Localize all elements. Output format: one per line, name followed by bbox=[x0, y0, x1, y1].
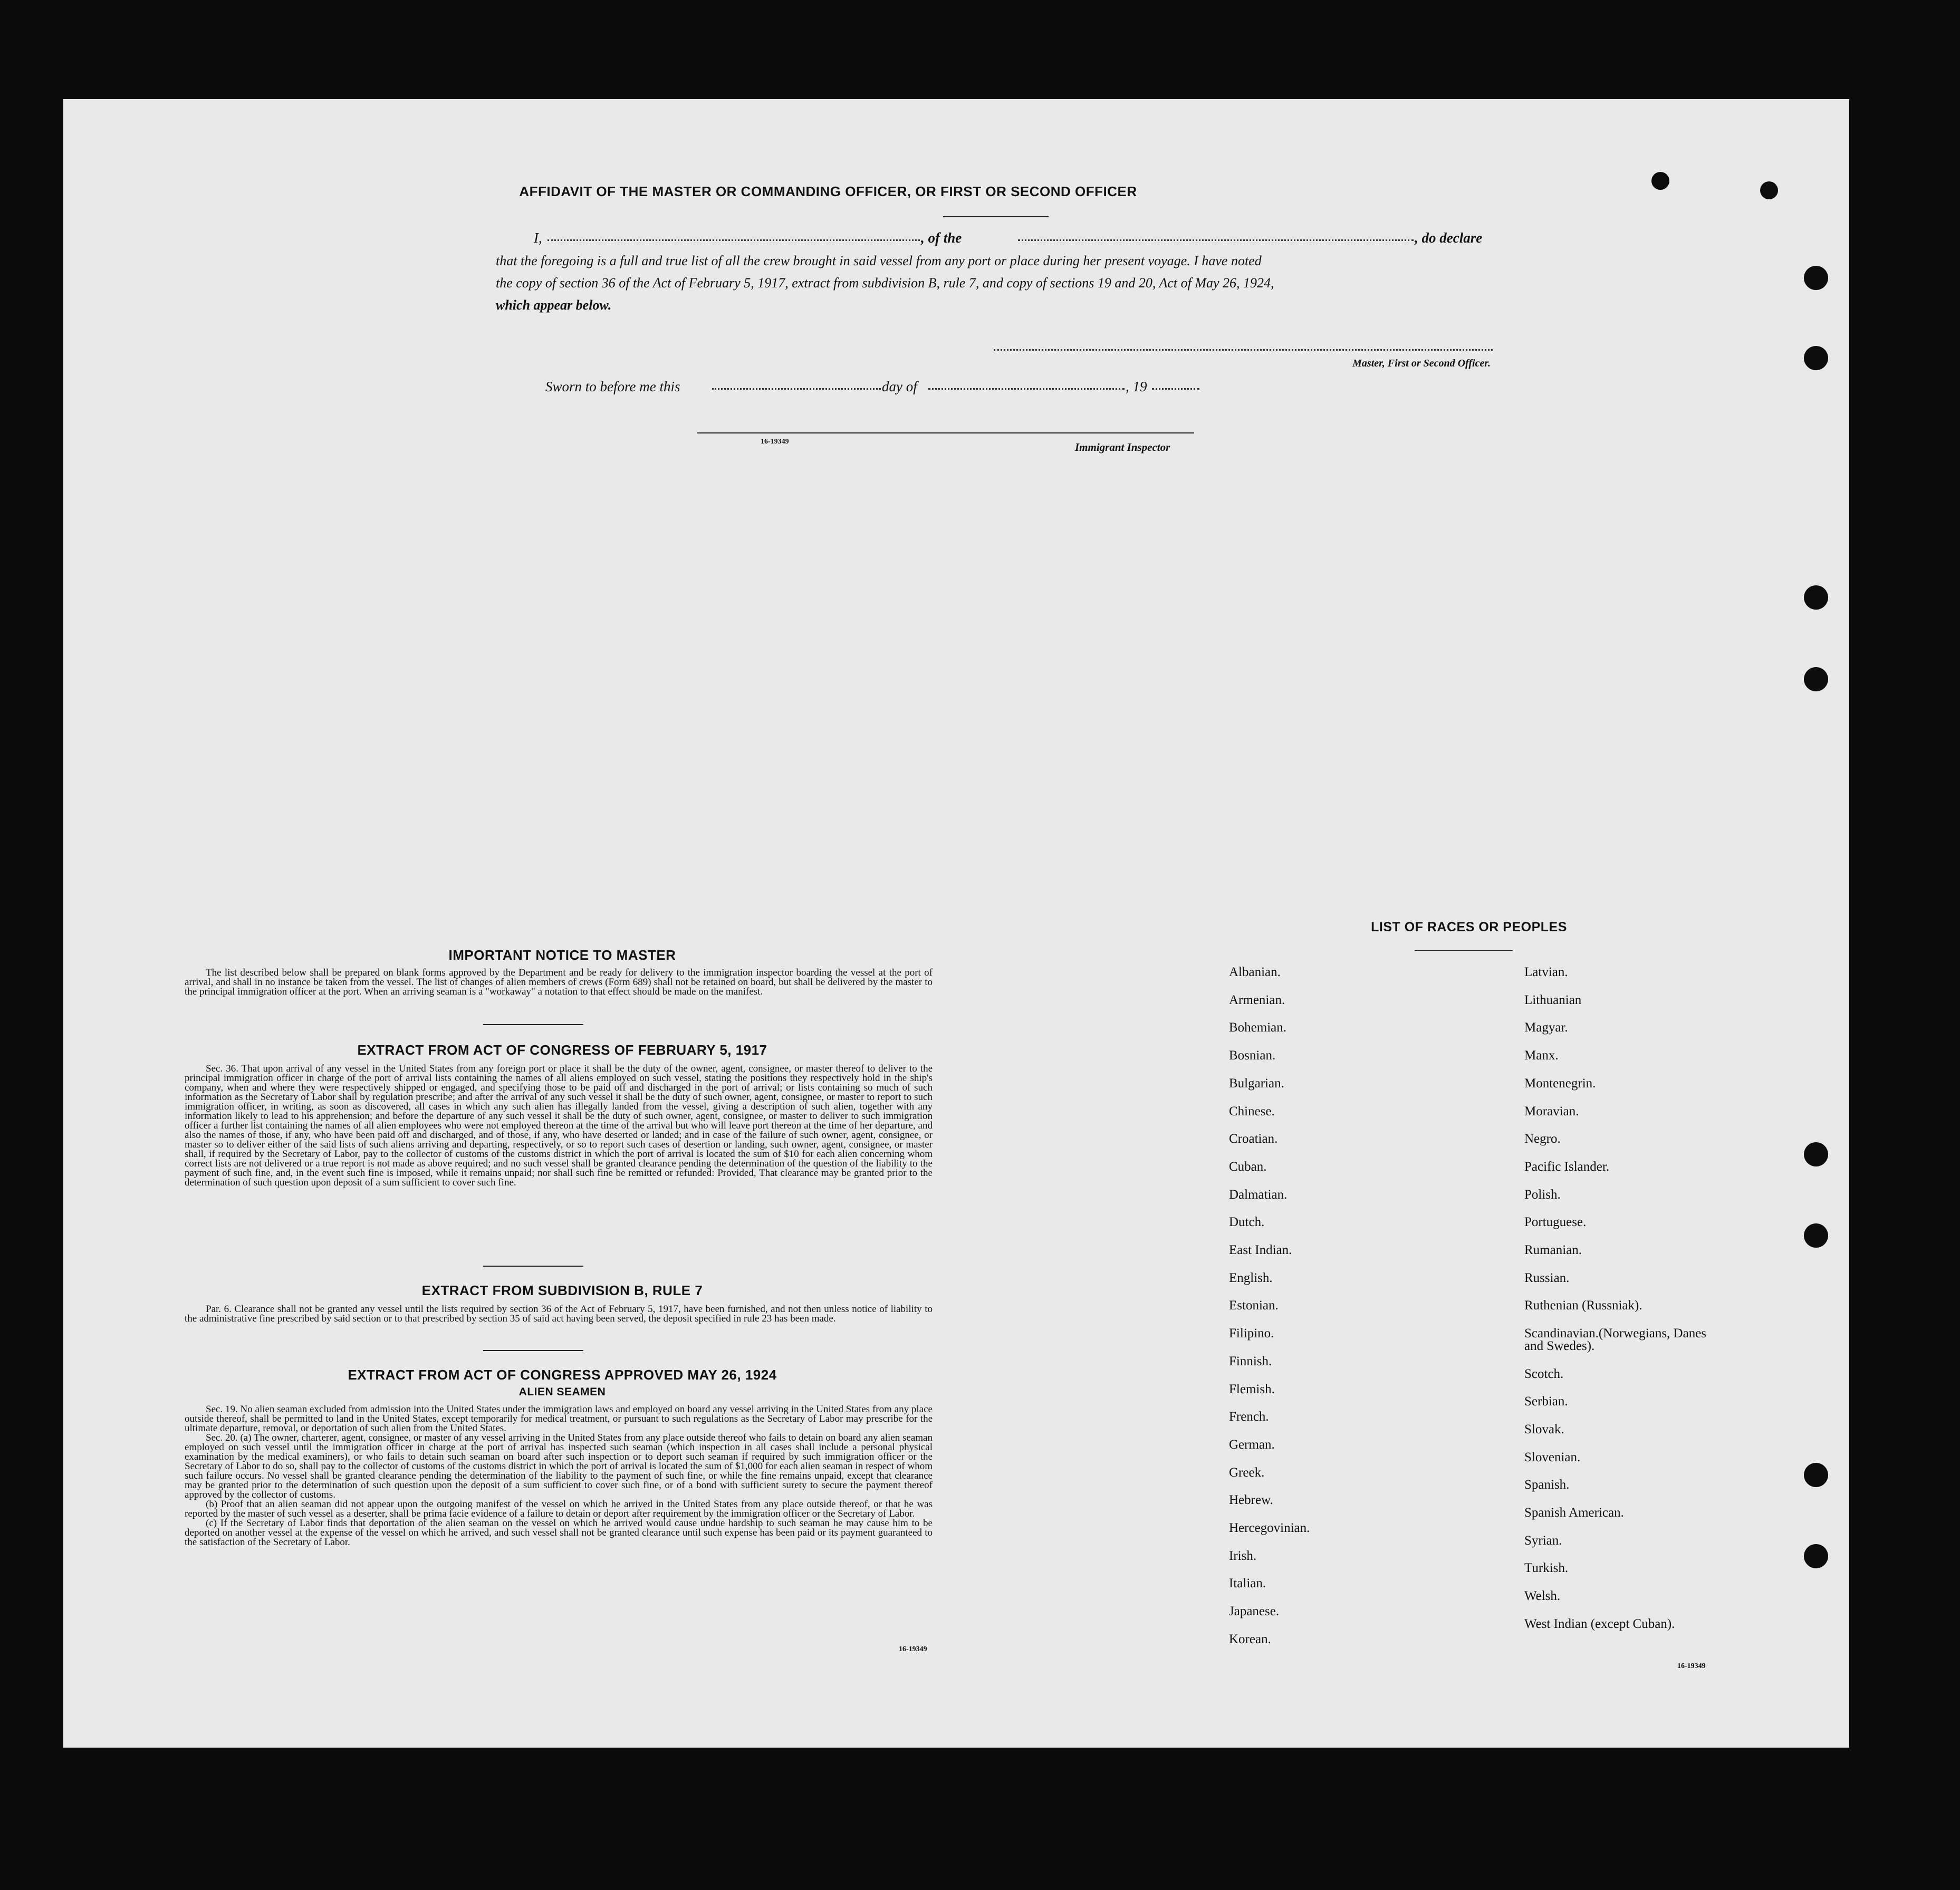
extract-rule7-text bbox=[185, 1305, 933, 1324]
race-item-left: Dutch. bbox=[1229, 1215, 1265, 1230]
race-item-left: Filipino. bbox=[1229, 1326, 1274, 1341]
extract-1924-text bbox=[185, 1405, 933, 1547]
race-item-right: Syrian. bbox=[1524, 1533, 1562, 1548]
race-item-left: German. bbox=[1229, 1437, 1275, 1452]
day-of-label: day of bbox=[882, 379, 917, 394]
race-item-left: French. bbox=[1229, 1410, 1269, 1424]
race-item-right: Moravian. bbox=[1524, 1104, 1579, 1118]
race-item-left: Japanese. bbox=[1229, 1604, 1280, 1619]
race-item-left: Irish. bbox=[1229, 1548, 1257, 1563]
extract-1924-title: EXTRACT FROM ACT OF CONGRESS APPROVED MAY 26, 1924 bbox=[348, 1367, 777, 1383]
race-item-right: Latvian. bbox=[1524, 965, 1568, 979]
punch-hole-icon bbox=[1804, 1223, 1828, 1248]
race-item-right: Portuguese. bbox=[1524, 1215, 1587, 1230]
extract-1917-text bbox=[185, 1064, 933, 1188]
races-divider bbox=[1415, 950, 1513, 951]
sec19-paragraph: Sec. 19. No alien seaman excluded from admission into the United States under the immigration laws and employed on board any vessel arriving in the United States from any place outside thereof, shall be permitted to land in the United States, except temporarily for medical treatment, or pursuant to such regulations as the Secretary of Labor may prescribe for the ultimate departure, removal, or deportation of such alien from the United States. bbox=[185, 1404, 933, 1434]
sec20b-paragraph: (b) Proof that an alien seaman did not appear upon the outgoing manifest of the vessel on which he arrived in the United States from any place outside thereof, or that he was reported by the master of such vessel as a deserter, shall be prima facie evidence of a failure to detain or deport after requirement by the immigration officer or the Secretary of Labor. bbox=[185, 1499, 933, 1519]
extract-rule7-title: EXTRACT FROM SUBDIVISION B, RULE 7 bbox=[421, 1282, 703, 1298]
race-item-right: Slovak. bbox=[1524, 1422, 1564, 1436]
race-item-right: Polish. bbox=[1524, 1187, 1561, 1202]
race-item-right: Negro. bbox=[1524, 1132, 1561, 1146]
race-item-left: Dalmatian. bbox=[1229, 1187, 1288, 1202]
officer-signature-field[interactable] bbox=[994, 349, 1493, 351]
race-item-right: Scotch. bbox=[1524, 1366, 1564, 1381]
race-item-right: Welsh. bbox=[1524, 1589, 1561, 1604]
inspector-signature-field[interactable] bbox=[697, 432, 1194, 433]
punch-hole-icon bbox=[1651, 172, 1669, 190]
race-item-right: Rumanian. bbox=[1524, 1243, 1582, 1257]
punch-hole-icon bbox=[1804, 667, 1828, 691]
year-prefix: , 19 bbox=[1126, 379, 1147, 394]
race-item-right: West Indian (except Cuban). bbox=[1524, 1616, 1675, 1631]
section-divider bbox=[483, 1266, 583, 1267]
races-form-number: 16-19349 bbox=[1677, 1662, 1706, 1670]
affidavit-form-number: 16-19349 bbox=[761, 438, 789, 446]
race-item-left: Croatian. bbox=[1229, 1132, 1278, 1146]
extract-1917-title: EXTRACT FROM ACT OF CONGRESS OF FEBRUARY 5, 1917 bbox=[357, 1042, 767, 1058]
race-item-left: Italian. bbox=[1229, 1576, 1266, 1591]
signature-label: Master, First or Second Officer. bbox=[1352, 358, 1491, 369]
inspector-label: Immigrant Inspector bbox=[1075, 441, 1170, 454]
race-item-left: Armenian. bbox=[1229, 992, 1285, 1007]
affidavit-body-line-2: the copy of section 36 of the Act of February 5, 1917, extract from subdivision B, rule 7, and copy of sections 19 and 20, Act of May 26, 1924, bbox=[496, 275, 1274, 291]
race-item-left: East Indian. bbox=[1229, 1243, 1292, 1257]
punch-hole-icon bbox=[1804, 1463, 1828, 1487]
race-item-left: English. bbox=[1229, 1270, 1273, 1285]
race-item-left: Finnish. bbox=[1229, 1354, 1272, 1368]
affidavit-do-declare: , do declare bbox=[1415, 230, 1483, 246]
affidavit-title: AFFIDAVIT OF THE MASTER OR COMMANDING OFFICER, OR FIRST OR SECOND OFFICER bbox=[519, 184, 1137, 199]
race-item-right: Spanish. bbox=[1524, 1478, 1570, 1492]
sec20c-paragraph: (c) If the Secretary of Labor finds that deportation of the alien seaman on the vessel on which he arrived would cause undue hardship to such seaman he may cause him to be deported on another vessel at the expense of the vessel on which he arrived, and such vessel shall not be granted clearance until such expense has been paid or its payment guaranteed to the satisfaction of the Secretary of Labor. bbox=[185, 1518, 933, 1548]
race-item-right: Montenegrin. bbox=[1524, 1076, 1596, 1091]
race-item-right: Serbian. bbox=[1524, 1394, 1568, 1409]
race-item-left: Bulgarian. bbox=[1229, 1076, 1284, 1091]
notice-title: IMPORTANT NOTICE TO MASTER bbox=[448, 947, 676, 963]
sec20a-paragraph: Sec. 20. (a) The owner, charterer, agent, consignee, or master of any vessel arriving in the United States from any place outside thereof who fails to detain on board any alien seaman employed on such vessel until the immigration officer in charge at the port of arrival has inspected such seaman (which inspection in all cases shall include a personal physical examination by the medical examiners), or who fails to detain such seaman on board after such inspection or to deport such seaman if required by such immigration officer or the Secretary of Labor to do so, shall pay to the collector of customs of the customs district in which the port of arrival is located the sum of $1,000 for each alien seaman in respect of whom such failure occurs. No vessel shall be granted clearance pending the determination of the liability to the payment of such fine, or while the fine remains unpaid, except that clearance may be granted prior to the determination of such question upon the deposit of a sum sufficient to cover such fine, or of a bond with sufficient surety to secure the payment thereof approved by the collector of customs. bbox=[185, 1432, 933, 1500]
title-divider bbox=[943, 216, 1049, 217]
race-item-left: Bohemian. bbox=[1229, 1020, 1287, 1035]
sworn-label: Sworn to before me this bbox=[545, 379, 680, 394]
race-item-left: Hebrew. bbox=[1229, 1493, 1273, 1508]
race-item-left: Cuban. bbox=[1229, 1159, 1267, 1174]
left-form-number: 16-19349 bbox=[899, 1645, 927, 1653]
race-item-left: Flemish. bbox=[1229, 1382, 1275, 1396]
race-item-left: Hercegovinian. bbox=[1229, 1521, 1310, 1535]
punch-hole-icon bbox=[1804, 346, 1828, 370]
race-item-left: Bosnian. bbox=[1229, 1048, 1276, 1063]
race-item-right: Slovenian. bbox=[1524, 1450, 1581, 1464]
sworn-year-field[interactable] bbox=[1152, 388, 1199, 390]
notice-paragraph: The list described below shall be prepared on blank forms approved by the Department and be ready for delivery to the immigration inspector boarding the vessel at the port of arrival, and shall in no instance be taken from the vessel. The list of changes of alien members of crews (Form 689) shall not be retained on board, but shall be delivered by the master to the principal immigration officer at the port. When an arriving seaman is a "workaway" a notation to that effect should be made on the manifest. bbox=[185, 967, 933, 997]
sworn-month-field[interactable] bbox=[928, 388, 1125, 390]
race-item-right: Turkish. bbox=[1524, 1561, 1569, 1576]
race-item-left: Greek. bbox=[1229, 1465, 1265, 1480]
punch-hole-icon bbox=[1804, 1142, 1828, 1166]
vessel-name-field[interactable] bbox=[1018, 239, 1414, 241]
sec36-paragraph: Sec. 36. That upon arrival of any vessel in the United States from any foreign port or place it shall be the duty of the owner, agent, consignee, or master thereof to deliver to the principal immigration officer in charge of the port of arrival lists containing the names of all aliens employed on such vessel, stating the positions they respectively hold in the ship's company, when and where they were respectively shipped or engaged, and specifying those to be paid off and discharged in the port of arrival; or lists containing so much of such information as the Secretary of Labor shall by regulation prescribe; and after the arrival of any such vessel it shall be the duty of such owner, agent, consignee, or master to report to such immigration officer, in writing, as soon as discovered, all cases in which any such alien has illegally landed from the vessel, giving a description of such alien, together with any information likely to lead to his apprehension; and before the departure of any such vessel it shall be the duty of such owner, agent, consignee, or master to deliver to such immigration officer a further list containing the names of all alien employees who were not employed thereon at the time of the arrival but who will leave port thereon at the time of her departure, and also the names of those, if any, who have been paid off and discharged, and of those, if any, who have deserted or landed; and in case of the failure of such owner, agent, consignee, or master so to deliver either of the said lists of such aliens arriving and departing, respectively, or so to report such cases of desertion or landing, such owner, agent, consignee, or master shall, if required by the Secretary of Labor, pay to the collector of customs of the customs district in which the port of arrival is located the sum of $10 for each alien concerning whom correct lists are not delivered or a true report is not made as above required; and no such vessel shall be granted clearance pending the determination of the question of the liability to the payment of such fine, and, in the event such fine is imposed, while it remains unpaid; nor shall such fine be remitted or refunded: Provided, That clearance may be granted prior to the determination of such question upon deposit of a sum sufficient to cover such fine. bbox=[185, 1063, 933, 1188]
punch-hole-icon bbox=[1804, 1544, 1828, 1568]
punch-hole-icon bbox=[1804, 585, 1828, 610]
alien-seamen-subtitle: ALIEN SEAMEN bbox=[518, 1386, 606, 1398]
race-item-left: Korean. bbox=[1229, 1632, 1271, 1646]
race-item-right: Russian. bbox=[1524, 1270, 1570, 1285]
race-item-right: Manx. bbox=[1524, 1048, 1559, 1063]
section-divider bbox=[483, 1350, 583, 1351]
section-divider bbox=[483, 1024, 583, 1025]
race-item-right: Spanish American. bbox=[1524, 1506, 1624, 1520]
affidavit-of-the: , of the bbox=[921, 230, 962, 246]
affidavit-i-label: I, bbox=[534, 230, 542, 246]
races-title: LIST OF RACES OR PEOPLES bbox=[1371, 920, 1567, 934]
race-item-left: Estonian. bbox=[1229, 1298, 1279, 1313]
punch-hole-icon bbox=[1760, 181, 1778, 199]
race-item-right: Pacific Islander. bbox=[1524, 1159, 1610, 1174]
race-item-right: Lithuanian bbox=[1524, 992, 1582, 1007]
par6-paragraph: Par. 6. Clearance shall not be granted any vessel until the lists required by section 36 of the Act of February 5, 1917, have been furnished, and not then unless notice of liability to the administrative fine prescribed by said section or to that prescribed by section 35 of said act having been served, the deposit specified in rule 23 has been made. bbox=[185, 1304, 933, 1324]
master-name-field[interactable] bbox=[547, 239, 920, 241]
sworn-day-field[interactable] bbox=[712, 388, 881, 390]
affidavit-body-line-3: which appear below. bbox=[496, 297, 612, 313]
race-item-right: Magyar. bbox=[1524, 1020, 1568, 1035]
affidavit-body-line-1: that the foregoing is a full and true list of all the crew brought in said vessel from any port or place during her present voyage. I have noted bbox=[496, 253, 1262, 268]
form-page bbox=[63, 99, 1849, 1748]
race-item-right: Scandinavian.(Norwegians, Danes and Swedes). bbox=[1524, 1326, 1707, 1354]
race-item-left: Chinese. bbox=[1229, 1104, 1275, 1118]
race-item-right: Ruthenian (Russniak). bbox=[1524, 1298, 1642, 1313]
race-item-left: Albanian. bbox=[1229, 965, 1281, 979]
notice-text bbox=[185, 968, 933, 997]
punch-hole-icon bbox=[1804, 266, 1828, 290]
